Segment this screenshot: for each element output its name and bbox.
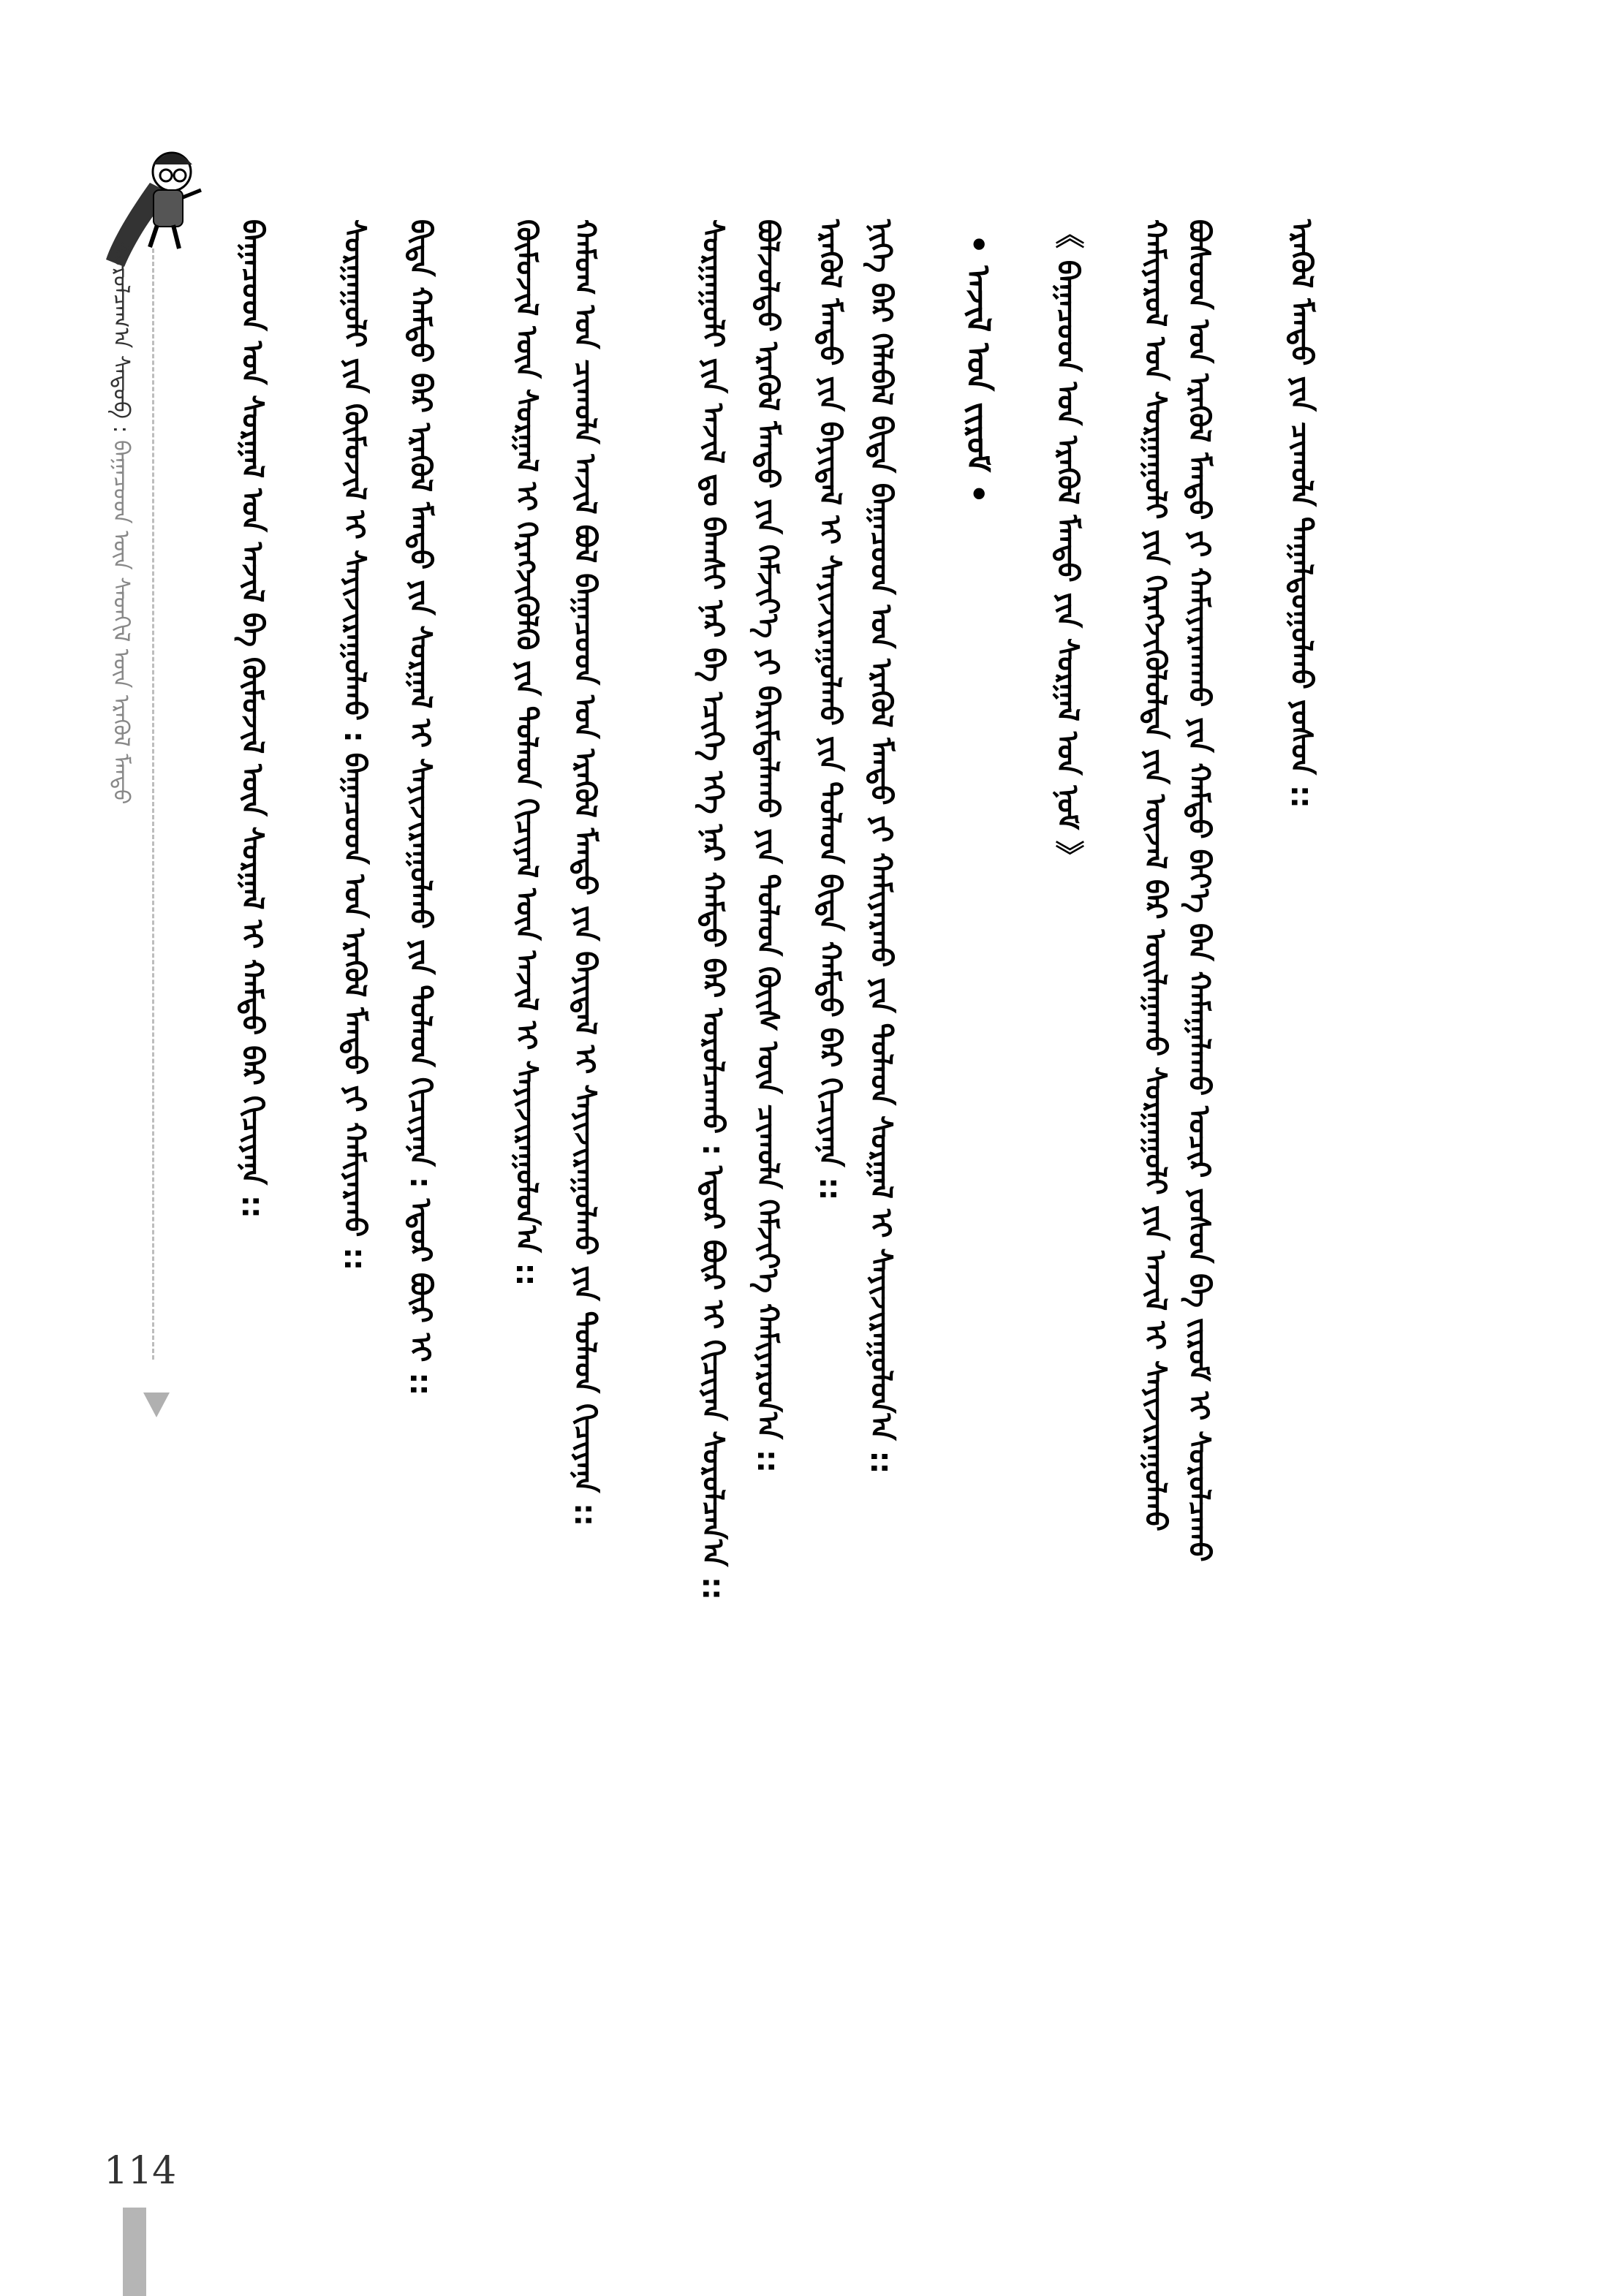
down-arrow-icon xyxy=(143,1393,170,1417)
page-edge-tab xyxy=(123,2208,146,2296)
running-header xyxy=(110,241,132,804)
text-column: ᠬᠠᠮᠤᠭ ᠤᠨ ᠴᠢᠬᠤᠯᠠ ᠠᠵᠢᠯ ᠪᠣᠯ ᠪᠠᠭᠠᠴᠤᠳ ᠤᠨ ᠡᠷᠡᠭᠦᠯ ᠮᠡᠨᠳᠦ ᠶᠢᠨ ᠪᠠᠶᠢᠳᠠᠯ ᠢ ᠰᠠᠶᠢᠵᠢᠷᠠᠭᠤᠯᠬᠤ ᠶᠢᠨ ᠲᠤᠯᠠᠳ ᠬᠢᠴᠢᠶᠡᠨᠡ :: xyxy=(568,219,602,1527)
text-column: ᠡᠷᠡᠭᠦᠯ ᠮᠡᠨᠳᠦ ᠶᠢᠨ ᠴᠢᠬᠤᠯᠠ ᠳᠠᠭᠠᠯᠳᠤᠭᠤᠯᠬᠤ ᠶᠣᠰᠤᠨ :: xyxy=(1285,219,1318,808)
bullet-heading: • ᠠᠵᠢᠯ ᠤᠨ ᠵᠢᠷᠤᠮ • xyxy=(959,234,996,504)
text-column: ᠪᠠᠭᠠᠴᠤᠳ ᠤᠨ ᠰᠤᠷᠭᠠᠯ ᠤᠨ ᠠᠵᠢᠯ ᠪᠠ ᠬᠦᠮᠦᠵᠢᠯ ᠦᠨ ᠰᠤᠷᠭᠠᠯ ᠢ ᠬᠠᠮᠲᠤ ᠪᠡᠷ ᠬᠢᠴᠢᠶᠡᠨᠡ :: xyxy=(235,219,269,1219)
text-column: 《 ᠪᠠᠭᠠᠴᠤᠳ ᠤᠨ ᠡᠷᠡᠭᠦᠯ ᠮᠡᠨᠳᠦ ᠶᠢᠨ ᠰᠤᠷᠭᠠᠯ ᠤᠨ ᠨᠣᠮ 》 xyxy=(1051,219,1084,871)
text-column: ᠨᠢᠭᠡ ᠪᠡᠷ ᠬᠡᠯᠡᠪᠡᠯ ᠪᠢᠳᠡ ᠪᠠᠭᠠᠴᠤᠳ ᠤᠨ ᠡᠷᠡᠭᠦᠯ ᠮᠡᠨᠳᠦ ᠶᠢ ᠬᠠᠮᠢᠶᠠᠷᠬᠤ ᠶᠢᠨ ᠲᠤᠯᠠᠳ ᠰᠤᠷᠭᠠᠯ ᠢ ᠰᠠᠶᠢᠵᠢᠷᠠᠭᠤᠯᠤᠨ᠎ᠠ :: xyxy=(864,219,898,1474)
running-header-part1: ᠰᠤᠷᠤᠯᠴᠠᠭ᠎ᠠ ᠰᠡᠳᠦᠪ : xyxy=(108,241,134,433)
dashed-divider xyxy=(152,249,154,1360)
text-column: ᠪᠣᠯᠵᠣᠯᠲᠤ ᠡᠷᠡᠭᠦᠯ ᠮᠡᠨᠳᠦ ᠶᠢᠨ ᠬᠡᠮᠵᠢᠶ᠎ᠡ ᠶᠢ ᠪᠠᠷᠢᠮᠲᠠᠯᠠᠬᠤ ᠶᠢᠨ ᠲᠤᠯᠠᠳ ᠬᠦᠢᠰ ᠦᠨ ᠴᠢᠬᠤᠯᠠ ᠬᠡᠮᠵᠢᠶ᠎ᠡ ᠬᠠᠮᠢᠶᠠᠷᠤᠨ᠎ᠠ :: xyxy=(751,219,784,1473)
text-column: ᠬᠠᠮᠢᠶᠠᠷᠤᠯ ᠤᠨ ᠰᠤᠷᠭᠠᠭᠤᠯᠢ ᠶᠢᠨ ᠬᠡᠷᠡᠭᠵᠢᠭᠦᠯᠦᠯᠲᠡ ᠶᠢᠨ ᠦᠵᠡᠯ ᠪᠠᠷ ᠤᠢᠯᠠᠭᠠᠬᠤ ᠰᠤᠷᠭᠠᠭᠤᠯᠢ ᠶᠢᠨ ᠠᠵᠢᠯ ᠢ ᠰᠠᠶᠢᠵᠢᠷᠠᠭᠤᠯᠬᠤ xyxy=(1138,219,1172,1531)
cartoon-mascot xyxy=(62,132,223,278)
text-column: ᠡᠷᠡᠭᠦᠯ ᠮᠡᠨᠳᠦ ᠶᠢᠨ ᠪᠠᠶᠢᠳᠠᠯ ᠢ ᠰᠠᠶᠢᠵᠢᠷᠠᠭᠤᠯᠬᠤ ᠶᠢᠨ ᠲᠤᠯᠠᠳ ᠪᠢᠳᠡ ᠬᠠᠮᠲᠤ ᠪᠡᠷ ᠬᠢᠴᠢᠶᠡᠨᠡ :: xyxy=(813,219,847,1201)
text-column: ᠰᠤᠷᠭᠠᠭᠤᠯᠢ ᠶᠢᠨ ᠠᠵᠢᠯ ᠳᠤ ᠪᠠᠭᠰᠢ ᠨᠠᠷ ᠪᠠ ᠡᠴᠢᠭᠡ ᠡᠬᠡ ᠨᠠᠷ ᠬᠠᠮᠲᠤ ᠪᠡᠷ ᠣᠷᠣᠯᠴᠠᠬᠤ : ᠡᠳᠦᠷ ᠪᠦᠷ ᠢ ᠬᠢᠴᠢᠶᠡᠨ ᠰᠤᠷᠤᠯᠴᠠᠨ᠎ᠠ :: xyxy=(696,219,730,1601)
text-column: ᠪᠤᠰᠤᠳ ᠤᠨ ᠡᠷᠡᠭᠦᠯ ᠮᠡᠨᠳᠦ ᠶᠢ ᠬᠠᠮᠢᠶᠠᠷᠬᠠᠬᠤ ᠶᠢᠨ ᠬᠠᠮᠲᠤ ᠪᠡᠶ᠎ᠡ ᠪᠡᠨ ᠬᠠᠮᠠᠭᠠᠯᠠᠬᠤ ᠤᠴᠢᠷ ᠶᠤᠰᠤᠨ ᠪᠠ ᠵᠢᠷᠤᠮ ᠢ ᠰᠤᠷᠤᠯᠴᠠᠬᠤ xyxy=(1182,219,1216,1562)
text-column: ᠰᠤᠷᠭᠠᠭᠤᠯᠢ ᠶᠢᠨ ᠬᠦᠮᠦᠵᠢᠯ ᠢ ᠰᠠᠶᠢᠵᠢᠷᠠᠭᠤᠯᠬᠤ : ᠪᠠᠭᠠᠴᠤᠳ ᠤᠨ ᠡᠷᠡᠭᠦᠯ ᠮᠡᠨᠳᠦ ᠶᠢ ᠬᠠᠮᠢᠶᠠᠷᠬᠤ :: xyxy=(338,219,371,1271)
running-header-part2: ᠪᠠᠭᠠᠴᠤᠳ ᠦᠨ ᠰᠡᠳᠬᠢᠯ ᠦᠨ ᠡᠷᠡᠭᠦᠯ ᠮᠡᠨᠳᠦ xyxy=(108,440,134,805)
page-number: 114 xyxy=(104,2149,177,2193)
text-column: ᠬᠦᠮᠦᠵᠢᠯ ᠦᠨ ᠰᠤᠷᠭᠠᠯ ᠢ ᠬᠡᠷᠡᠭᠵᠢᠭᠦᠯᠬᠦ ᠶᠢᠨ ᠲᠤᠯᠠᠳ ᠬᠢᠴᠢᠶᠡᠯ ᠦᠨ ᠠᠵᠢᠯ ᠢ ᠰᠠᠶᠢᠵᠢᠷᠠᠭᠤᠯᠤᠨ᠎ᠠ :: xyxy=(510,219,543,1287)
text-column: ᠪᠢᠳᠡ ᠬᠠᠮᠲᠤ ᠪᠡᠷ ᠡᠷᠡᠭᠦᠯ ᠮᠡᠨᠳᠦ ᠶᠢᠨ ᠰᠤᠷᠭᠠᠯ ᠢ ᠰᠠᠶᠢᠵᠢᠷᠠᠭᠤᠯᠬᠤ ᠶᠢᠨ ᠲᠤᠯᠠᠳ ᠬᠢᠴᠢᠶᠡᠨᠡ : ᠡᠳᠦᠷ ᠪᠦᠷ ᠢ :: xyxy=(404,219,437,1396)
